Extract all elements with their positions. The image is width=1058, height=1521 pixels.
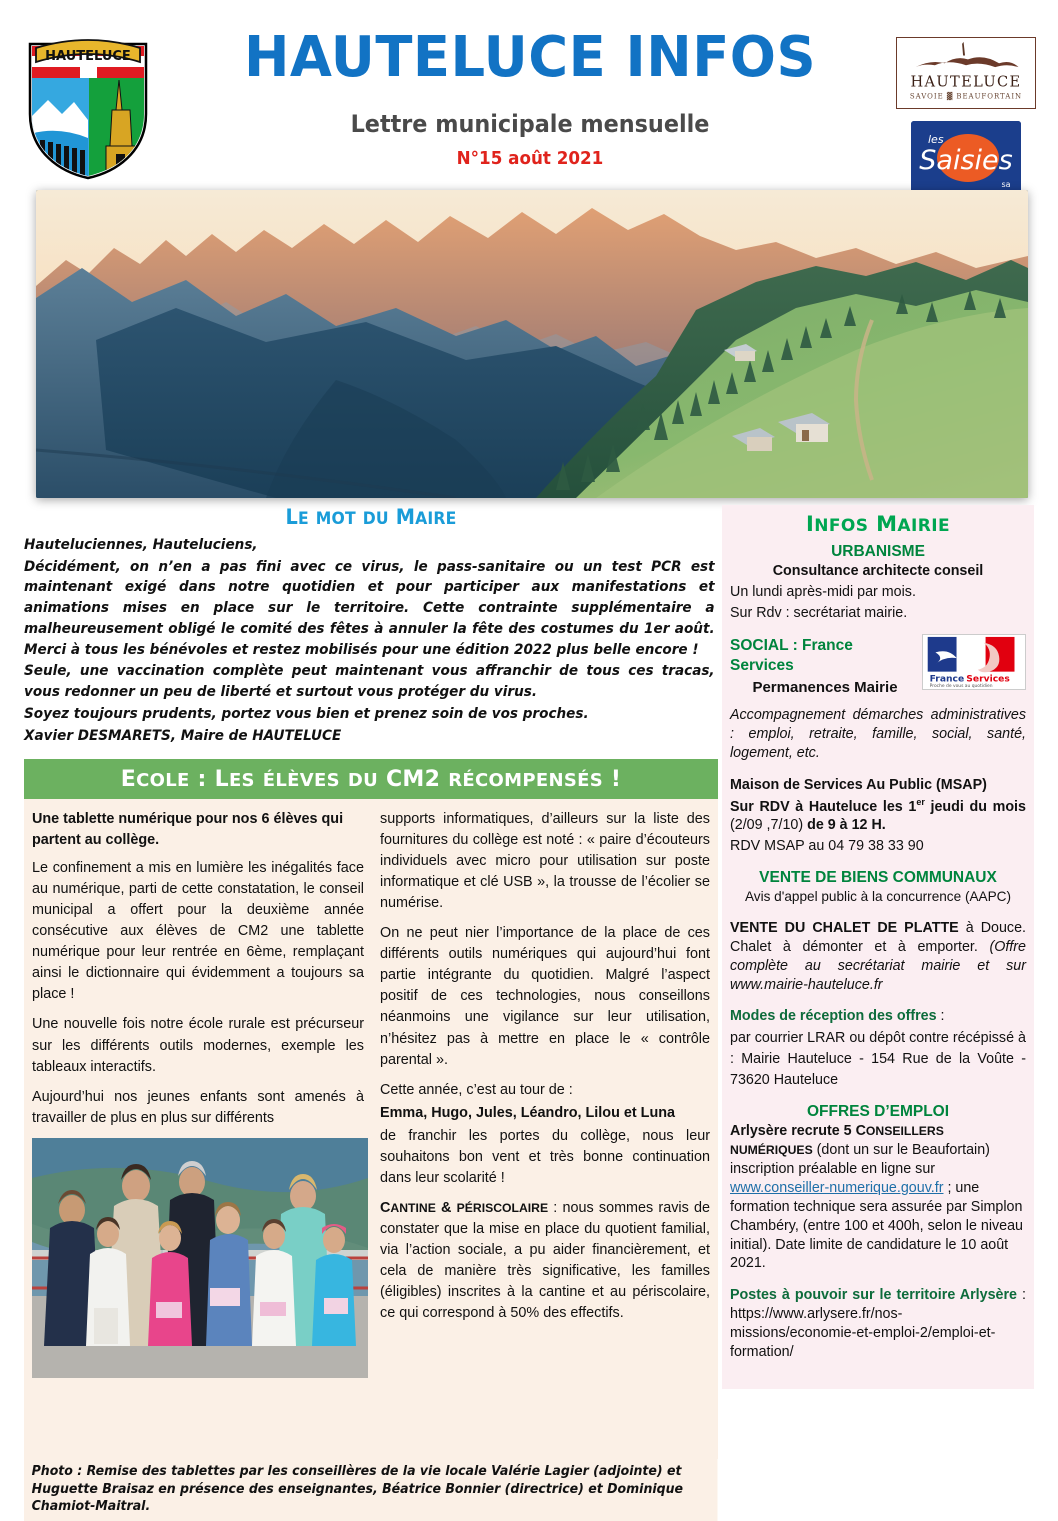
emploi-role: CONSEILLERS NUMÉRIQUES: [730, 1123, 944, 1158]
france-services-logo: [922, 634, 1026, 690]
vente-heading: VENTE DE BIENS COMMUNAUX: [759, 869, 997, 887]
vente-modes-colon: :: [936, 1008, 945, 1025]
school-article: [24, 799, 718, 1459]
urbanisme-subheading: Consultance architecte conseil: [772, 563, 984, 579]
main-content-column: [24, 505, 718, 1521]
emploi-text-b: (dont un sur le Beaufortain) inscription préalable en ligne sur: [730, 1142, 990, 1178]
school-right-p2: On ne peut nier l’importance de la place de ces différents outils numériques qui aujourd’hui font partie intégrante du quotidien. Malgré l’aspect positif de ces technologies, nous conseillons néanmoins une vigilance sur leur utilisation, n’hésitez pas à mettre en place le « contrôle parental ».: [380, 925, 710, 1068]
school-names-tail: de franchir les portes du collège, nous leur souhaitons bon vent et très bonne continuation dans leur scolarité !: [380, 1127, 710, 1186]
school-section-title: ECOLE : LES ÉLÈVES DU CM2 RÉCOMPENSÉS !: [120, 766, 622, 792]
infos-mairie-sidebar: [722, 505, 1034, 1389]
urbanisme-heading: URBANISME: [831, 543, 925, 560]
hauteluce-coat-of-arms-icon: [18, 22, 158, 180]
mayor-paragraph-3: Soyez toujours prudents, portez vous bien et prenez soin de vos proches.: [24, 704, 589, 722]
msap-l2-sup: er: [916, 796, 925, 807]
school-left-p1: Le confinement a mis en lumière les inégalités face au numérique, parti de cette constatation, le conseil municipal a offert pour la deuxième année consécutive aux élèves de CM2 une tablette numérique pour leur rentrée en 6ème, remplaçant ainsi le dictionnaire qui évidemment a toujours sa place !: [32, 860, 364, 1003]
vente-chalet-italic: (Offre complète au secrétariat mairie et sur www.mairie-hauteluce.fr: [730, 938, 1026, 993]
vente-modes: [730, 1007, 1026, 1026]
msap-l2d: de 9 à 12 H.: [807, 817, 886, 834]
fs-logo-title-france: France: [929, 672, 965, 684]
logo-saisies-les: les: [928, 133, 944, 146]
emploi-lead: Arlysère recrute 5: [730, 1123, 856, 1140]
mayor-signature: Xavier DESMARETS, Maire de HAUTELUCE: [24, 727, 342, 745]
hauteluce-brand-logo: [896, 37, 1036, 109]
issue-number: N°15 août 2021: [456, 148, 604, 169]
mayor-section-title: LE MOT DU MAIRE: [285, 505, 457, 529]
cantine-text: : nous sommes ravis de constater que la mise en place du quotient familial, via l’action sociale, a pu aider financièrement, et cela de manière très significative, les familles (éligibles) inscrites à la cantine et au périscolaire, ce qui correspond à 50% des effectifs.: [380, 1199, 710, 1321]
postes-url: : https://www.arlysere.fr/nos-missions/economie-et-emploi-2/emploi-et-formation/: [730, 1287, 1026, 1360]
msap-l2a: Sur RDV à Hauteluce les 1: [730, 798, 917, 815]
school-cantine: [380, 1198, 710, 1324]
mayor-message: [24, 535, 715, 747]
vente-modes-text: par courrier LRAR ou dépôt contre récépissé à : Mairie Hauteluce - 154 Rue de la Voûte - 73620 Hauteluce: [730, 1030, 1026, 1088]
logo-saisies-name: Saisies: [919, 145, 1013, 176]
crest-label: HAUTELUCE: [45, 49, 131, 64]
urbanisme-line-1: Un lundi après-midi par mois.: [730, 583, 916, 600]
social-subheading: Permanences Mairie: [752, 679, 898, 697]
fs-logo-title-services: Services: [966, 672, 1010, 684]
urbanisme-line-2: Sur Rdv : secrétariat mairie.: [730, 604, 908, 621]
fs-logo-tagline: Proche de vous au quotidien: [929, 683, 993, 689]
conseiller-numerique-link[interactable]: www.conseiller-numerique.gouv.fr: [730, 1180, 944, 1197]
sidebar-title: INFOS MAIRIE: [806, 512, 950, 536]
school-column-left: [32, 809, 364, 1453]
msap-line-2: [730, 797, 1026, 835]
emploi-body: [730, 1122, 1026, 1273]
msap-line-3: RDV MSAP au 04 79 38 33 90: [730, 838, 924, 855]
vente-chalet-text: à Douce. Chalet à démonter et à emporter.: [730, 920, 1027, 955]
mayor-paragraph-1: Décidément, on n’en a pas fini avec ce virus, le pass-sanitaire ou un test PCR est maintenant exigé dans notre quotidien et pour participer aux manifestations et animations mises en place sur le territoire. Cette contrainte supplémentaire a malheureusement obligé le comité des fêtes à annuler la fête des costumes du 1er août. Merci à tous les bénévoles et restez mobilisés pour une édition 2022 plus belle encore !: [24, 557, 715, 658]
masthead: [200, 25, 860, 169]
social-heading: SOCIAL : France Services: [730, 636, 853, 675]
photo-caption: Photo : Remise des tablettes par les conseillères de la vie locale Valérie Lagier (adjointe) et Huguette Braisaz en présence des enseignantes, Béatrice Bonnier (directrice) et Dominique Chamiot-Maitral.: [24, 1459, 718, 1521]
school-left-p2: Une nouvelle fois notre école rurale est précurseur sur les différents outils modernes, exemple les tableaux interactifs.: [32, 1016, 364, 1075]
vente-chalet-label: VENTE DU CHALET DE PLATTE: [730, 920, 959, 936]
postes-label: Postes à pouvoir sur le territoire Arlysère: [730, 1287, 1017, 1304]
vente-subheading: Avis d'appel public à la concurrence (AAPC): [744, 889, 1012, 905]
cantine-label: CANTINE & PÉRISCOLAIRE: [380, 1199, 549, 1216]
tablet-handover-photo: [32, 1138, 368, 1378]
emploi-postes: [730, 1286, 1026, 1361]
school-cette-annee: Cette année, c’est au tour de :: [380, 1081, 573, 1098]
emploi-text-c: ; une formation technique sera assurée par Simplon Chambéry, (entre 100 et 400h, selon le niveau initial). Date limite de candidature le 10 août 2021.: [730, 1180, 1024, 1272]
school-column-right: [380, 809, 710, 1453]
vente-chalet: [730, 919, 1026, 994]
logo-hauteluce-sub: SAVOIE ▓ BEAUFORTAIN: [909, 92, 1023, 101]
page-body: [0, 505, 1058, 1515]
logo-hauteluce-name: HAUTELUCE: [910, 73, 1022, 91]
school-student-names: Emma, Hugo, Jules, Léandro, Lilou et Luna: [380, 1104, 676, 1121]
school-left-p3: Aujourd’hui nos jeunes enfants sont amenés à travailler de plus en plus sur différents: [32, 1088, 364, 1126]
msap-line-1: Maison de Services Au Public (MSAP): [730, 776, 987, 793]
school-right-p1: supports informatiques, d’ailleurs sur la liste des fournitures du collège est noté : « paire d’écouteurs individuels avec micro pour utilisation sur poste informatique et clé USB », la trousse de l’écolier se numérise.: [380, 811, 710, 912]
page-header: [0, 0, 1058, 188]
mountain-landscape-photo: [36, 190, 1028, 498]
partner-logos: [896, 28, 1036, 193]
emploi-heading: OFFRES D’EMPLOI: [806, 1103, 950, 1121]
vente-modes-label: Modes de réception des offres: [730, 1008, 937, 1025]
msap-l2b: jeudi du mois: [924, 798, 1026, 815]
social-body: Accompagnement démarches administratives : emploi, retraite, famille, social, santé, logement, etc.: [730, 707, 1026, 761]
social-block: [730, 636, 1026, 701]
page-title: HAUTELUCE INFOS: [243, 25, 817, 90]
school-lead: Une tablette numérique pour nos 6 élèves qui partent au collège.: [32, 811, 344, 849]
mayor-greeting: Hauteluciennes, Hauteluciens,: [24, 536, 258, 553]
mayor-paragraph-2: Seule, une vaccination complète peut maintenant vous affranchir de tous ces tracas, vous redonner un peu de liberté et surtout vous protéger du virus.: [24, 662, 715, 701]
logo-saisies-corner: sa: [1001, 180, 1011, 189]
page-subtitle: Lettre municipale mensuelle: [350, 110, 710, 138]
msap-l2c: (2/09 ,7/10): [730, 817, 808, 834]
school-section-banner: [24, 759, 718, 799]
les-saisies-logo: [911, 121, 1021, 193]
